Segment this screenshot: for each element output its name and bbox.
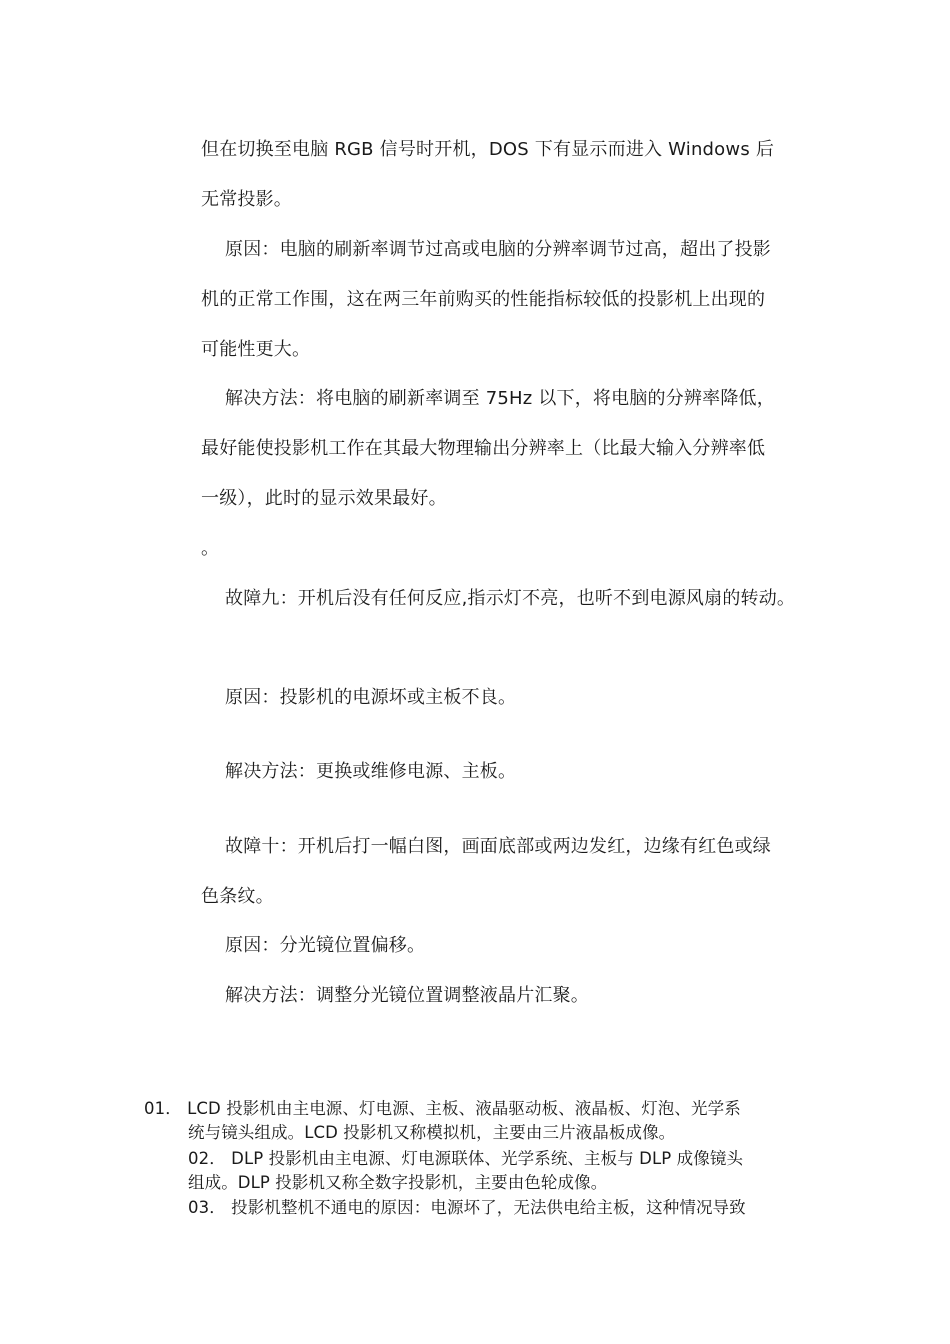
paragraph-line: 色条纹。 <box>201 886 274 907</box>
paragraph-line: 最好能使投影机工作在其最大物理输出分辨率上（比最大输入分辨率低 <box>201 438 766 459</box>
paragraph-line: 故障九：开机后没有任何反应,指示灯不亮，也听不到电源风扇的转动。 <box>225 588 796 609</box>
paragraph-line: 机的正常工作围，这在两三年前购买的性能指标较低的投影机上出现的 <box>201 289 766 310</box>
paragraph-line: 原因：电脑的刷新率调节过高或电脑的分辨率调节过高，超出了投影 <box>225 239 771 260</box>
list-item-line: 组成。DLP 投影机又称全数字投影机，主要由色轮成像。 <box>188 1173 608 1192</box>
paragraph-line: 。 <box>201 538 220 559</box>
list-item-line: 01． LCD 投影机由主电源、灯电源、主板、液晶驱动板、液晶板、灯泡、光学系 <box>144 1099 741 1118</box>
list-item-line: 02． DLP 投影机由主电源、灯电源联体、光学系统、主板与 DLP 成像镜头 <box>188 1149 744 1168</box>
paragraph-line: 无常投影。 <box>201 189 292 210</box>
list-item-line: 03． 投影机整机不通电的原因：电源坏了，无法供电给主板，这种情况导致 <box>188 1198 746 1217</box>
paragraph-line: 一级），此时的显示效果最好。 <box>201 488 447 509</box>
paragraph-line: 但在切换至电脑 RGB 信号时开机，DOS 下有显示而进入 Windows 后 <box>201 139 775 160</box>
paragraph-line: 解决方法：将电脑的刷新率调至 75Hz 以下，将电脑的分辨率降低， <box>225 388 775 409</box>
list-item-line: 统与镜头组成。LCD 投影机又称模拟机，主要由三片液晶板成像。 <box>188 1123 676 1142</box>
paragraph-line: 可能性更大。 <box>201 339 311 360</box>
paragraph-line: 原因：投影机的电源坏或主板不良。 <box>225 687 517 708</box>
paragraph-line: 故障十：开机后打一幅白图，画面底部或两边发红，边缘有红色或绿 <box>225 836 771 857</box>
paragraph-line: 解决方法：调整分光镜位置调整液晶片汇聚。 <box>225 985 589 1006</box>
paragraph-line: 原因：分光镜位置偏移。 <box>225 935 426 956</box>
paragraph-line: 解决方法：更换或维修电源、主板。 <box>225 761 517 782</box>
